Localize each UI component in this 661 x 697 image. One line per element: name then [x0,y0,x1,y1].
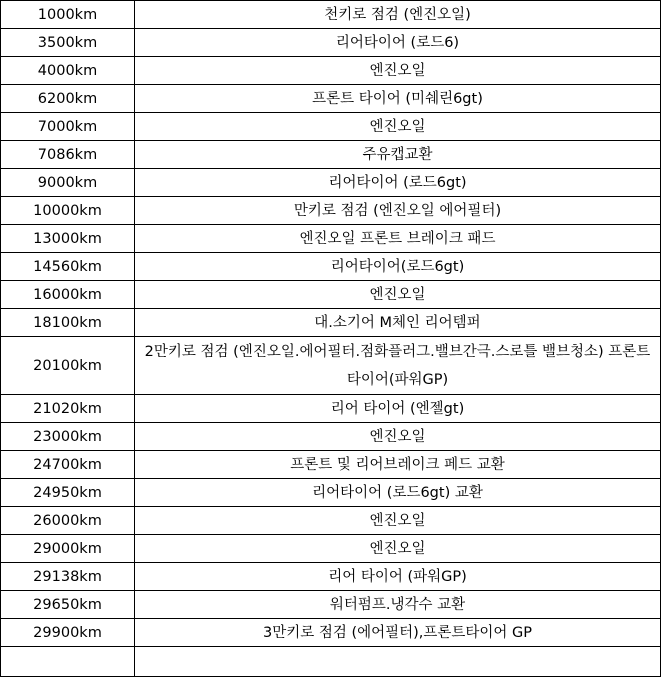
mileage-cell: 4000km [1,57,135,85]
mileage-cell: 29650km [1,591,135,619]
description-cell: 3만키로 점검 (에어필터),프론트타이어 GP [135,619,661,647]
table-row [1,395,661,423]
description-cell: 2만키로 점검 (엔진오일.에어필터.점화플러그.밸브간극.스로틀 밸브청소) 프론트 타이어(파워GP) [135,337,661,395]
table-row [1,451,661,479]
table-row [1,253,661,281]
table-row [1,281,661,309]
description-cell: 엔진오일 [135,423,661,451]
description-cell: 엔진오일 프론트 브레이크 패드 [135,225,661,253]
table-row [1,619,661,647]
maintenance-log-body [1,1,661,677]
description-cell: 리어타이어 (로드6gt) [135,169,661,197]
mileage-cell: 6200km [1,85,135,113]
mileage-cell: 26000km [1,507,135,535]
table-row [1,57,661,85]
table-row [1,141,661,169]
mileage-cell: 20100km [1,337,135,395]
description-cell: 주유캡교환 [135,141,661,169]
table-row [1,563,661,591]
description-cell: 워터펌프.냉각수 교환 [135,591,661,619]
table-row [1,225,661,253]
mileage-cell: 21020km [1,395,135,423]
table-row [1,535,661,563]
mileage-cell: 16000km [1,281,135,309]
mileage-cell: 24950km [1,479,135,507]
mileage-cell: 29000km [1,535,135,563]
table-row [1,85,661,113]
table-row-empty [1,647,661,677]
table-row [1,591,661,619]
table-row [1,1,661,29]
description-cell: 리어타이어 (로드6gt) 교환 [135,479,661,507]
description-cell: 천키로 점검 (엔진오일) [135,1,661,29]
table-row [1,113,661,141]
description-cell: 프론트 및 리어브레이크 페드 교환 [135,451,661,479]
table-row [1,337,661,395]
description-cell: 엔진오일 [135,507,661,535]
description-cell: 엔진오일 [135,535,661,563]
description-cell: 엔진오일 [135,57,661,85]
mileage-cell: 24700km [1,451,135,479]
description-cell: 대.소기어 M체인 리어템퍼 [135,309,661,337]
mileage-cell [1,647,135,677]
table-row [1,309,661,337]
mileage-cell: 29138km [1,563,135,591]
mileage-cell: 3500km [1,29,135,57]
description-cell: 리어 타이어 (엔젤gt) [135,395,661,423]
mileage-cell: 14560km [1,253,135,281]
description-cell: 리어 타이어 (파워GP) [135,563,661,591]
mileage-cell: 23000km [1,423,135,451]
table-row [1,197,661,225]
mileage-cell: 7086km [1,141,135,169]
table-row [1,423,661,451]
mileage-cell: 1000km [1,1,135,29]
description-cell [135,647,661,677]
description-cell: 만키로 점검 (엔진오일 에어필터) [135,197,661,225]
mileage-cell: 7000km [1,113,135,141]
mileage-cell: 29900km [1,619,135,647]
table-row [1,29,661,57]
description-cell: 엔진오일 [135,113,661,141]
description-cell: 엔진오일 [135,281,661,309]
table-row [1,479,661,507]
mileage-cell: 10000km [1,197,135,225]
description-cell: 리어타이어 (로드6) [135,29,661,57]
table-row [1,507,661,535]
table-row [1,169,661,197]
description-cell: 리어타이어(로드6gt) [135,253,661,281]
mileage-cell: 9000km [1,169,135,197]
mileage-cell: 13000km [1,225,135,253]
mileage-cell: 18100km [1,309,135,337]
description-cell: 프론트 타이어 (미쉐린6gt) [135,85,661,113]
